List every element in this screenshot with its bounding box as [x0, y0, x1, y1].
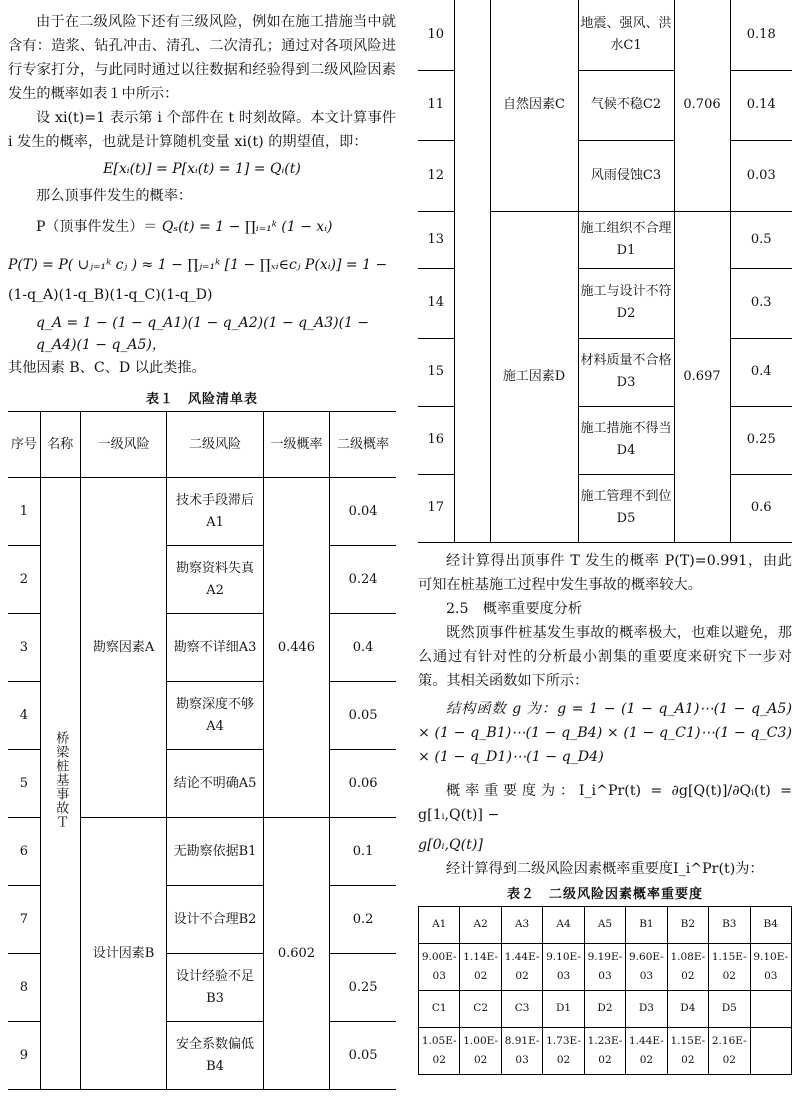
factor-label: C2 — [460, 990, 501, 1027]
factor-label: C3 — [501, 990, 542, 1027]
risk-cell: 施工管理不到位D5 — [578, 474, 674, 542]
group-label: 施工因素D — [490, 211, 578, 542]
importance-value-row-2 — [419, 1027, 792, 1074]
row-no: 11 — [418, 70, 454, 140]
importance-value: 1.00E-02 — [460, 1027, 501, 1074]
header-level2: 二级风险 — [167, 412, 263, 478]
risk-cell: 风雨侵蚀C3 — [578, 140, 674, 211]
row-no: 3 — [8, 614, 40, 682]
pt-formula-continued: (1-q_A)(1-q_B)(1-q_C)(1-q_D) — [8, 287, 213, 303]
section-heading: 2.5 概率重要度分析 — [446, 600, 583, 617]
importance-value-row-1 — [419, 943, 792, 990]
row-no: 17 — [418, 474, 454, 542]
risk-cell: 设计经验不足B3 — [167, 954, 263, 1022]
risk-prob: 0.3 — [730, 268, 792, 338]
header-level1: 一级风险 — [80, 412, 166, 478]
expectation-formula: E[xᵢ(t)] = P[xᵢ(t) = 1] = Qᵢ(t) — [103, 161, 301, 177]
table1-caption: 表１ 风险清单表 — [145, 392, 258, 407]
qa-formula: q_A = 1 − (1 − q_A1)(1 − q_A2)(1 − q_A3)(1 − q_A4)(1 − q_A5)， — [36, 315, 370, 353]
left-column — [8, 0, 396, 1090]
risk-prob: 0.25 — [330, 954, 396, 1022]
risk-cell: 技术手段滞后A1 — [167, 478, 263, 546]
importance-formula-continued: g[0ᵢ,Q(t)] — [418, 836, 483, 853]
row-no: 1 — [8, 478, 40, 546]
header-level2-prob: 二级概率 — [330, 412, 396, 478]
importance-value: 1.05E-02 — [419, 1027, 460, 1074]
risk-cell: 安全系数偏低B4 — [167, 1022, 263, 1090]
group-label: 自然因素C — [490, 0, 578, 211]
importance-header-row-2 — [419, 990, 792, 1027]
risk-cell: 材料质量不合格D3 — [578, 338, 674, 406]
row-no: 5 — [8, 750, 40, 818]
importance-header-row-1 — [419, 906, 792, 943]
result-paragraph: 经计算得出顶事件 T 发生的概率 P(T)=0.991，由此可知在桩基施工过程中发生事故的概率较大。 — [418, 552, 792, 593]
group-label: 勘察因素A — [80, 478, 166, 818]
importance-formula: 概率重要度为：I_i^Pr(t) = ∂g[Q(t)]/∂Qᵢ(t) = g[1ᵢ,Q(t)] − — [418, 782, 792, 823]
group-prob: 0.706 — [674, 0, 730, 211]
risk-prob: 0.25 — [730, 406, 792, 474]
event-name: 桥梁桩基事故Ｔ — [53, 730, 69, 829]
intro-paragraph-4: 其他因素 B、C、D 以此类推。 — [8, 360, 206, 376]
risk-cell: 勘察不详细A3 — [167, 614, 263, 682]
importance-value: 1.15E-02 — [667, 1027, 708, 1074]
event-name-cell-cont — [454, 0, 490, 542]
risk-cell: 勘察资料失真A2 — [167, 546, 263, 614]
importance-value: 1.14E-02 — [460, 943, 501, 990]
row-no: 12 — [418, 140, 454, 211]
intro-paragraph-2: 设 xi(t)=1 表示第 i 个部件在 t 时刻故障。本文计算事件 i 发生的概率，也就是计算随机变量 xi(t) 的期望值，即： — [8, 110, 396, 150]
importance-value: 1.23E-02 — [584, 1027, 625, 1074]
factor-label: D5 — [709, 990, 750, 1027]
risk-list-table — [8, 411, 396, 1090]
risk-prob: 0.5 — [730, 211, 792, 268]
event-name-cell — [40, 478, 80, 1090]
factor-label: B1 — [626, 906, 667, 943]
group-prob: 0.602 — [263, 818, 329, 1090]
header-level1-prob: 一级概率 — [263, 412, 329, 478]
group-prob: 0.697 — [674, 211, 730, 542]
factor-label: B3 — [709, 906, 750, 943]
factor-label: A4 — [543, 906, 584, 943]
group-prob: 0.446 — [263, 478, 329, 818]
header-name: 名称 — [40, 412, 80, 478]
factor-label: D1 — [543, 990, 584, 1027]
importance-value — [750, 1027, 792, 1074]
right-column — [418, 0, 792, 1075]
importance-value: 9.60E-03 — [626, 943, 667, 990]
row-no: 14 — [418, 268, 454, 338]
risk-cell: 勘察深度不够A4 — [167, 682, 263, 750]
row-no: 15 — [418, 338, 454, 406]
importance-value: 1.08E-02 — [667, 943, 708, 990]
importance-value: 1.44E-02 — [626, 1027, 667, 1074]
row-no: 6 — [8, 818, 40, 886]
top-event-expression: Qₛ(t) = 1 − ∏ᵢ₌₁ᵏ (1 − xᵢ) — [161, 219, 333, 235]
row-no: 10 — [427, 26, 445, 42]
header-serial: 序号 — [8, 412, 40, 478]
row-no: 9 — [8, 1022, 40, 1090]
importance-value: 9.00E-03 — [419, 943, 460, 990]
analysis-paragraph: 既然顶事件桩基发生事故的概率极大，也难以避免，那么通过有针对性的分析最小割集的重要度来研究下一步对策。其相关函数如下所示： — [418, 624, 792, 689]
risk-prob: 0.04 — [330, 478, 396, 546]
importance-value: 1.15E-02 — [709, 943, 750, 990]
factor-label: D2 — [584, 990, 625, 1027]
risk-cell: 气候不稳C2 — [578, 70, 674, 140]
row-no: 4 — [8, 682, 40, 750]
risk-cell: 地震、强风、洪水C1 — [578, 0, 674, 70]
table2-caption: 表２ 二级风险因素概率重要度 — [506, 886, 703, 902]
group-label: 设计因素B — [80, 818, 166, 1090]
importance-value: 9.10E-03 — [750, 943, 792, 990]
risk-cell: 无勘察依据B1 — [167, 818, 263, 886]
risk-prob: 0.06 — [330, 750, 396, 818]
risk-prob: 0.18 — [730, 0, 792, 70]
risk-prob: 0.2 — [330, 886, 396, 954]
risk-cell: 施工组织不合理D1 — [578, 211, 674, 268]
row-no: 16 — [418, 406, 454, 474]
pt-formula: P(T) = P( ∪ⱼ₌₁ᵏ cⱼ ) ≈ 1 − ∏ⱼ₌₁ᵏ [1 − ∏ₓᵢ∈cⱼ P(xᵢ)] = 1 − — [8, 257, 388, 273]
risk-cell: 结论不明确A5 — [167, 750, 263, 818]
row-no: 7 — [8, 886, 40, 954]
risk-cell: 设计不合理B2 — [167, 886, 263, 954]
risk-prob: 0.1 — [330, 818, 396, 886]
importance-table — [418, 906, 792, 1075]
importance-value: 9.10E-03 — [543, 943, 584, 990]
importance-value: 1.44E-02 — [501, 943, 542, 990]
row-no: 2 — [8, 546, 40, 614]
risk-list-table-continued — [418, 0, 792, 543]
importance-value: 9.19E-03 — [584, 943, 625, 990]
factor-label: A2 — [460, 906, 501, 943]
factor-label: A3 — [501, 906, 542, 943]
risk-prob: 0.05 — [330, 682, 396, 750]
factor-label: D3 — [626, 990, 667, 1027]
top-event-label: P（顶事件发生）＝ — [36, 219, 158, 235]
risk-prob: 0.03 — [730, 140, 792, 211]
importance-intro: 经计算得到二级风险因素概率重要度I_i^Pr(t)为： — [446, 860, 764, 877]
risk-prob: 0.14 — [730, 70, 792, 140]
importance-value: 2.16E-02 — [709, 1027, 750, 1074]
intro-paragraph-1: 由于在二级风险下还有三级风险，例如在施工措施当中就含有：造浆、钻孔冲击、清孔、二次清孔；通过对各项风险进行专家打分，与此同时通过以往数据和经验得到二级风险因素发生的概率如表１中所示： — [8, 14, 396, 102]
factor-label: B4 — [750, 906, 792, 943]
risk-prob: 0.4 — [330, 614, 396, 682]
risk-prob: 0.6 — [730, 474, 792, 542]
risk-prob: 0.4 — [730, 338, 792, 406]
risk-prob: 0.24 — [330, 546, 396, 614]
structure-function: 结构函数 g 为：g = 1 − (1 − q_A1)⋯(1 − q_A5) × (1 − q_B1)⋯(1 − q_B4) × (1 − q_C1)⋯(1 − q_C3) × (1 − q_D1)⋯(1 − q_D4) — [418, 700, 792, 765]
factor-label: D4 — [667, 990, 708, 1027]
row-no: 13 — [418, 211, 454, 268]
factor-label: A5 — [584, 906, 625, 943]
factor-label: C1 — [419, 990, 460, 1027]
factor-label — [750, 990, 792, 1027]
risk-cell: 施工与设计不符D2 — [578, 268, 674, 338]
factor-label: B2 — [667, 906, 708, 943]
importance-value: 1.73E-02 — [543, 1027, 584, 1074]
factor-label: A1 — [419, 906, 460, 943]
top-event-formula — [36, 216, 396, 238]
risk-prob: 0.05 — [330, 1022, 396, 1090]
risk-cell: 施工措施不得当D4 — [578, 406, 674, 474]
intro-paragraph-3: 那么顶事件发生的概率： — [36, 188, 193, 204]
row-no: 8 — [8, 954, 40, 1022]
importance-value: 8.91E-03 — [501, 1027, 542, 1074]
